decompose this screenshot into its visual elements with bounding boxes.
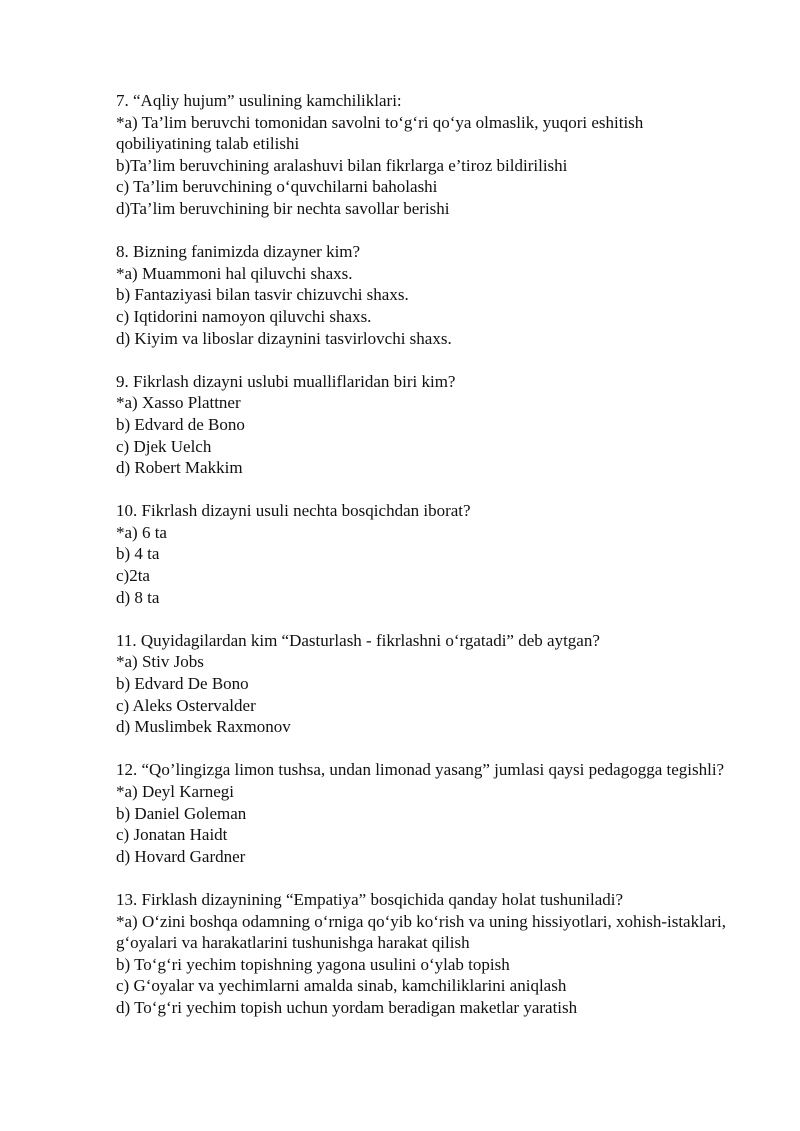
question-stem: 7. “Aqliy hujum” usulining kamchiliklari: bbox=[116, 91, 402, 110]
answer-option-a: *a) Muammoni hal qiluvchi shaxs. bbox=[116, 263, 353, 283]
question-13 bbox=[116, 889, 736, 1019]
answer-option-d: d) 8 ta bbox=[116, 587, 160, 607]
answer-option-a: *a) Xasso Plattner bbox=[116, 393, 241, 413]
answer-option-c: c)2ta bbox=[116, 566, 150, 586]
answer-option-d: d) Muslimbek Raxmonov bbox=[116, 717, 291, 737]
question-11 bbox=[116, 630, 736, 738]
question-stem: 9. Fikrlash dizayni uslubi mualliflaridan biri kim? bbox=[116, 371, 456, 391]
question-9 bbox=[116, 371, 736, 479]
answer-option-b: b) To‘g‘ri yechim topishning yagona usulini o‘ylab topish bbox=[116, 954, 510, 974]
answer-option-c: c) G‘oyalar va yechimlarni amalda sinab, kamchiliklarini aniqlash bbox=[116, 976, 567, 996]
answer-option-c: c) Jonatan Haidt bbox=[116, 825, 228, 845]
answer-option-a: *a) Ta’lim beruvchi tomonidan savolni to‘g‘ri qo‘ya olmaslik, yuqori eshitish qobiliyatining talab etilishi bbox=[116, 112, 644, 154]
question-8 bbox=[116, 241, 736, 349]
answer-option-c: c) Iqtidorini namoyon qiluvchi shaxs. bbox=[116, 306, 372, 326]
answer-option-d: d)Ta’lim beruvchining bir nechta savollar berishi bbox=[116, 198, 450, 218]
answer-option-a: *a) Deyl Karnegi bbox=[116, 782, 235, 801]
answer-option-b: b) Edvard De Bono bbox=[116, 674, 249, 694]
answer-option-c: c) Ta’lim beruvchining o‘quvchilarni baholashi bbox=[116, 177, 438, 197]
answer-option-b: b)Ta’lim beruvchining aralashuvi bilan fikrlarga e’tiroz bildirilishi bbox=[116, 155, 568, 175]
answer-option-a: *a) Stiv Jobs bbox=[116, 652, 204, 672]
answer-option-b: b) Fantaziyasi bilan tasvir chizuvchi shaxs. bbox=[116, 285, 409, 305]
answer-option-a: *a) 6 ta bbox=[116, 522, 167, 542]
question-stem: 10. Fikrlash dizayni usuli nechta bosqichdan iborat? bbox=[116, 501, 471, 521]
answer-option-b: b) Edvard de Bono bbox=[116, 414, 245, 434]
question-stem: 8. Bizning fanimizda dizayner kim? bbox=[116, 242, 361, 262]
answer-option-d: d) To‘g‘ri yechim topish uchun yordam beradigan maketlar yaratish bbox=[116, 997, 578, 1017]
question-stem: 13. Firklash dizaynining “Empatiya” bosqichida qanday holat tushuniladi? bbox=[116, 889, 624, 909]
answer-option-d: d) Kiyim va liboslar dizaynini tasvirlovchi shaxs. bbox=[116, 328, 452, 348]
answer-option-a: *a) O‘zini boshqa odamning o‘rniga qo‘yib ko‘rish va uning hissiyotlari, xohish-istaklari, g‘oyalari va harakatlarini tushunishga harakat qilish bbox=[116, 911, 727, 953]
question-7 bbox=[116, 90, 736, 220]
question-stem: 11. Quyidagilardan kim “Dasturlash - fikrlashni o‘rgatadi” deb aytgan? bbox=[116, 630, 600, 650]
answer-option-d: d) Robert Makkim bbox=[116, 458, 243, 478]
question-12 bbox=[116, 759, 736, 867]
question-stem: 12. “Qo’lingizga limon tushsa, undan limonad yasang” jumlasi qaysi pedagogga tegishli? bbox=[116, 760, 725, 780]
document-page bbox=[116, 90, 736, 1040]
answer-option-b: b) 4 ta bbox=[116, 544, 160, 564]
answer-option-c: c) Djek Uelch bbox=[116, 436, 212, 456]
answer-option-d: d) Hovard Gardner bbox=[116, 846, 246, 866]
question-10 bbox=[116, 500, 736, 608]
answer-option-c: c) Aleks Ostervalder bbox=[116, 695, 256, 715]
answer-option-b: b) Daniel Goleman bbox=[116, 803, 247, 823]
